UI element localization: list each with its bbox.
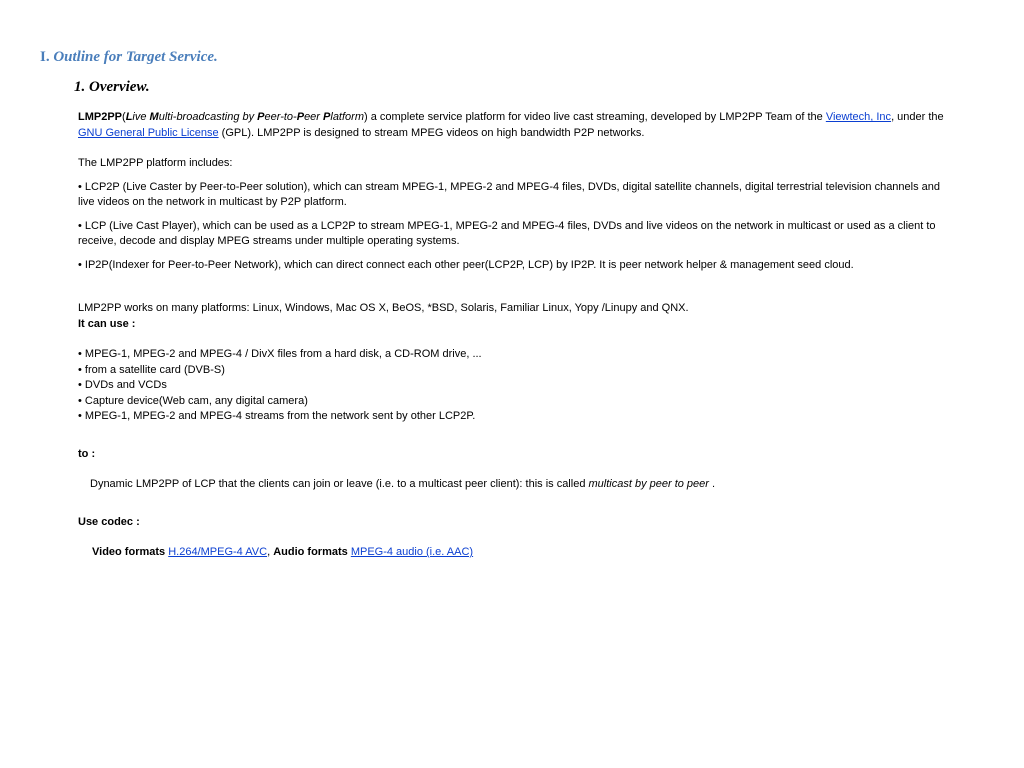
gpl-link[interactable]: GNU General Public License [78, 126, 219, 139]
acronym-text: eer-to- [264, 111, 297, 123]
acronym-text: ive [132, 111, 150, 123]
audio-formats-label: Audio formats [273, 546, 351, 558]
acronym-letter: P [257, 111, 265, 123]
can-use-item: • MPEG-1, MPEG-2 and MPEG-4 streams from the network sent by other LCP2P. [78, 410, 476, 422]
video-formats-label: Video formats [92, 546, 169, 558]
paren: ( [122, 111, 126, 123]
to-title: to : [78, 447, 96, 460]
separator: , [267, 546, 274, 558]
intro-text: , under the [891, 111, 944, 123]
acronym-letter: L [125, 111, 133, 123]
viewtech-link[interactable]: Viewtech, Inc [825, 111, 892, 123]
intro-paragraph [78, 110, 958, 141]
platforms-text: LMP2PP works on many platforms: Linux, Windows, Mac OS X, BeOS, *BSD, Solaris, Familiar Linux, Yopy /Linupy and QNX. [78, 302, 689, 314]
can-use-item: • DVDs and VCDs [78, 379, 167, 391]
can-use-item: • from a satellite card (DVB-S) [78, 363, 225, 376]
can-use-title: It can use : [78, 317, 136, 330]
to-text-italic: multicast by peer to peer [588, 478, 709, 490]
section-heading [40, 49, 218, 66]
codec-line [78, 545, 958, 561]
acronym-letter: P [323, 111, 331, 123]
intro-text: ) a complete service platform for video live cast streaming, developed by LMP2PP Team of the [364, 111, 826, 123]
video-codec-link[interactable]: H.264/MPEG-4 AVC [168, 546, 268, 558]
acronym-text: latform [330, 111, 364, 123]
includes-title: The LMP2PP platform includes: [78, 157, 233, 169]
can-use-item: • Capture device(Web cam, any digital camera) [78, 394, 308, 407]
to-text-plain: Dynamic LMP2PP of LCP that the clients can join or leave (i.e. to a multicast peer client): this is called [90, 478, 589, 490]
includes-item: • IP2P(Indexer for Peer-to-Peer Network), which can direct connect each other peer(LCP2P, LCP) by IP2P. It is peer network helper & management seed cloud. [78, 258, 854, 271]
acronym-text: ulti-broadcasting by [158, 111, 258, 123]
to-text [78, 477, 958, 493]
acronym-letter: P [296, 111, 305, 123]
can-use-item: • MPEG-1, MPEG-2 and MPEG-4 / DivX files from a hard disk, a CD-ROM drive, ... [78, 348, 482, 360]
to-text-plain: . [708, 478, 716, 490]
section-number: I. [40, 49, 50, 65]
intro-text: (GPL). LMP2PP is designed to stream MPEG videos on high bandwidth P2P networks. [218, 126, 645, 139]
subsection-heading: 1. Overview. [74, 79, 150, 95]
codec-title: Use codec : [78, 515, 140, 528]
document-body [78, 110, 958, 561]
audio-codec-link[interactable]: MPEG-4 audio (i.e. AAC) [350, 546, 474, 558]
includes-item: • LCP (Live Cast Player), which can be used as a LCP2P to stream MPEG-1, MPEG-2 and MPEG-4 files, DVDs and live videos on the network in multicast or used as a client to receive, decode and display MPEG streams under multiple operating systems. [78, 219, 936, 247]
section-title: Outline for Target Service. [53, 49, 218, 65]
acronym-letter: M [149, 111, 159, 123]
product-name: LMP2PP [78, 111, 123, 123]
includes-item: • LCP2P (Live Caster by Peer-to-Peer solution), which can stream MPEG-1, MPEG-2 and MPEG-4 files, DVDs, digital satellite channels, digital terrestrial television channels and live videos on the network in multicast by P2P platform. [78, 180, 941, 208]
acronym-text: eer [304, 111, 324, 123]
